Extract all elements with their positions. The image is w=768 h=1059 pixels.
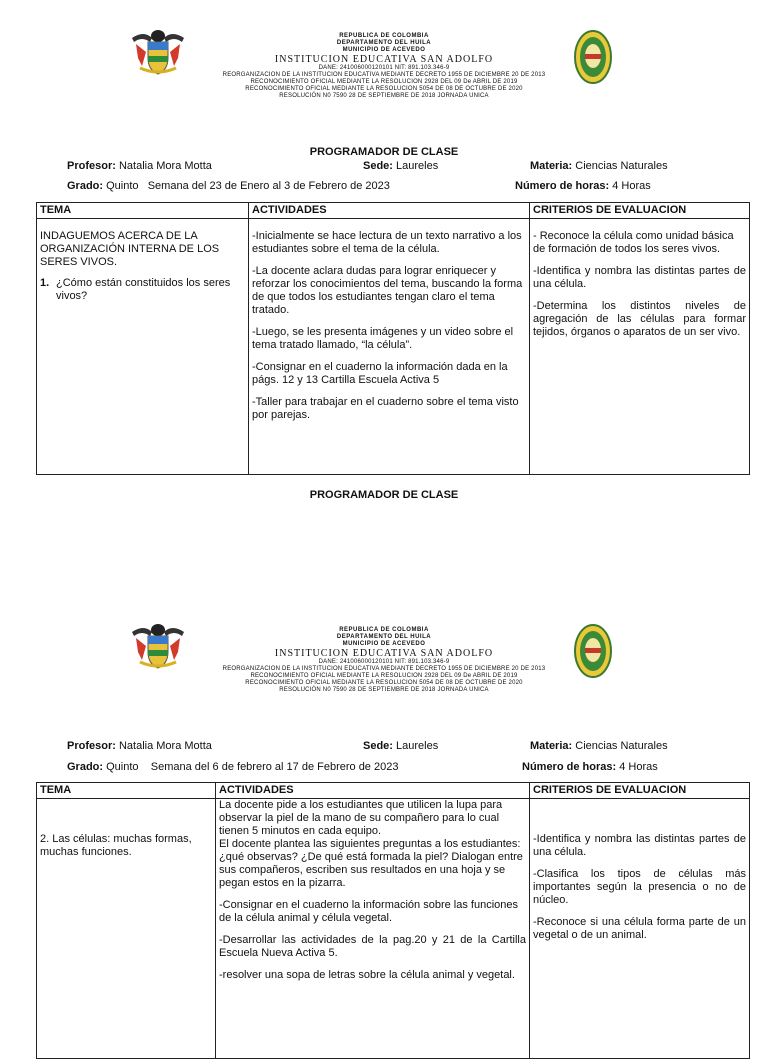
actividad-intro: La docente pide a los estudiantes que utilicen la lupa para observar la piel de la mano de su compañero para lo cual tienen 5 minutos en cada equipo. [219, 799, 503, 837]
tema-question-number: 1. [40, 277, 50, 289]
actividad-item: -Taller para trabajar en el cuaderno sobre el tema visto por parejas. [252, 396, 519, 421]
actividad-item: -Luego, se les presenta imágenes y un video sobre el tema tratado llamado, “la célula”. [252, 326, 514, 351]
section1-table [36, 202, 750, 475]
section2-materia [530, 740, 668, 752]
sede-value: Laureles [396, 160, 439, 172]
letterhead-department: DEPARTAMENTO DEL HUILA [336, 634, 432, 640]
sede-value: Laureles [396, 740, 439, 752]
col-criterios: CRITERIOS DE EVALUACION [530, 783, 750, 799]
tema-text: 2. Las células: muchas formas, muchas funciones. [40, 833, 192, 858]
semana-value: Semana del 23 de Enero al 3 de Febrero de 2023 [147, 180, 390, 192]
tema-question-text: ¿Cómo están constituidos los seres vivos? [56, 277, 231, 302]
actividades-cell [216, 799, 530, 1059]
materia-label: Materia: [530, 740, 573, 752]
section2-title: PROGRAMADOR DE CLASE [309, 489, 459, 501]
col-actividades: ACTIVIDADES [216, 783, 530, 799]
section1-profesor [67, 160, 212, 172]
letterhead-institution: INSTITUCION EDUCATIVA SAN ADOLFO [274, 54, 494, 65]
letterhead-country: REPUBLICA DE COLOMBIA [339, 627, 429, 633]
horas-label: Número de horas: [522, 761, 617, 773]
section1-sede [363, 160, 438, 172]
col-actividades: ACTIVIDADES [249, 203, 530, 219]
actividades-cell [249, 219, 530, 475]
sede-label: Sede: [363, 160, 393, 172]
profesor-label: Profesor: [67, 160, 116, 172]
horas-value: 4 Horas [619, 761, 658, 773]
col-tema: TEMA [37, 203, 249, 219]
letterhead [0, 33, 768, 100]
criterios-cell [530, 799, 750, 1059]
actividad-item: -Consignar en el cuaderno la información dada en la págs. 12 y 13 Cartilla Escuela Activa 5 [252, 361, 508, 386]
section2-horas [522, 761, 658, 773]
actividad-item: -Consignar en el cuaderno la información sobre las funciones de la célula animal y célula vegetal. [219, 899, 519, 924]
horas-label: Número de horas: [515, 180, 610, 192]
letterhead [0, 627, 768, 694]
section1-grado [67, 180, 390, 192]
letterhead-recognition-2: RECONOCIMIENTO OFICIAL MEDIANTE LA RESOLUCION 5054 DE 08 DE OCTUBRE DE 2020 [245, 86, 523, 92]
tema-cell [37, 219, 249, 475]
letterhead-reorganization: REORGANIZACION DE LA INSTITUCION EDUCATIVA MEDIANTE DECRETO 1955 DE DICIEMBRE 20 DE 2013 [222, 666, 546, 672]
criterio-item: -Identifica y nombra las distintas partes de una célula. [533, 265, 746, 290]
letterhead-department: DEPARTAMENTO DEL HUILA [336, 40, 432, 46]
materia-value: Ciencias Naturales [575, 740, 668, 752]
grado-value: Quinto [106, 180, 139, 192]
grado-value: Quinto [106, 761, 139, 773]
letterhead-institution: INSTITUCION EDUCATIVA SAN ADOLFO [274, 648, 494, 659]
col-criterios: CRITERIOS DE EVALUACION [530, 203, 750, 219]
tema-text: INDAGUEMOS ACERCA DE LA ORGANIZACIÓN INTERNA DE LOS SERES VIVOS. [40, 230, 220, 268]
letterhead-country: REPUBLICA DE COLOMBIA [339, 33, 429, 39]
letterhead-recognition-1: RECONOCIMIENTO OFICIAL MEDIANTE LA RESOLUCION 2928 DEL 09 De ABRIL DE 2019 [250, 79, 518, 85]
criterio-item: -Identifica y nombra las distintas partes de una célula. [533, 833, 746, 858]
letterhead-dane: DANE: 241006000120101 NIT: 891.103.346-9 [318, 65, 450, 71]
materia-value: Ciencias Naturales [575, 160, 668, 172]
profesor-value: Natalia Mora Motta [118, 160, 212, 172]
tema-cell [37, 799, 216, 1059]
letterhead-municipality: MUNICIPIO DE ACEVEDO [342, 641, 426, 647]
col-tema: TEMA [37, 783, 216, 799]
profesor-value: Natalia Mora Motta [118, 740, 212, 752]
criterio-item: -Determina los distintos niveles de agregación de las células para formar tejidos, órganos o aparatos de un ser vivo. [533, 300, 746, 338]
grado-label: Grado: [67, 761, 104, 773]
criterio-item: -Reconoce si una célula forma parte de un vegetal o de un animal. [533, 916, 746, 941]
tema-question [40, 277, 245, 303]
materia-label: Materia: [530, 160, 573, 172]
section1-horas [515, 180, 651, 192]
letterhead-dane: DANE: 241006000120101 NIT: 891.103.346-9 [318, 659, 450, 665]
letterhead-resolution: RESOLUCIÓN N0 7590 28 DE SEPTIEMBRE DE 2018 JORNADA UNICA [279, 93, 489, 99]
section1-title: PROGRAMADOR DE CLASE [309, 146, 459, 158]
actividad-item: -Inicialmente se hace lectura de un texto narrativo a los estudiantes sobre el tema de la célula. [252, 230, 522, 255]
actividad-item: -La docente aclara dudas para lograr enriquecer y reforzar los conocimientos del tema, buscando la forma de que todos los estudiantes tengan claro el tema tratado. [252, 265, 523, 316]
letterhead-recognition-2: RECONOCIMIENTO OFICIAL MEDIANTE LA RESOLUCION 5054 DE 08 DE OCTUBRE DE 2020 [245, 680, 523, 686]
criterios-cell [530, 219, 750, 475]
grado-label: Grado: [67, 180, 104, 192]
letterhead-reorganization: REORGANIZACION DE LA INSTITUCION EDUCATIVA MEDIANTE DECRETO 1955 DE DICIEMBRE 20 DE 2013 [222, 72, 546, 78]
actividad-item: -Desarrollar las actividades de la pag.20 y 21 de la Cartilla Escuela Nueva Activa 5. [219, 934, 526, 959]
letterhead-municipality: MUNICIPIO DE ACEVEDO [342, 47, 426, 53]
section2-table [36, 782, 750, 1059]
section2-sede [363, 740, 438, 752]
section1-materia [530, 160, 668, 172]
actividad-intro-2: El docente plantea las siguientes preguntas a los estudiantes: ¿qué observas? ¿De qué está formada la piel? Dialogan entre sus compañeros, escriben sus resultados en una hoja y se pegan estos en la pizarra. [219, 838, 523, 889]
actividad-item: -resolver una sopa de letras sobre la célula animal y vegetal. [219, 969, 515, 981]
sede-label: Sede: [363, 740, 393, 752]
section2-profesor [67, 740, 212, 752]
criterio-item: -Clasifica los tipos de células más importantes según la presencia o no de núcleo. [533, 868, 746, 906]
letterhead-resolution: RESOLUCIÓN N0 7590 28 DE SEPTIEMBRE DE 2018 JORNADA UNICA [279, 687, 489, 693]
letterhead-recognition-1: RECONOCIMIENTO OFICIAL MEDIANTE LA RESOLUCION 2928 DEL 09 De ABRIL DE 2019 [250, 673, 518, 679]
horas-value: 4 Horas [612, 180, 651, 192]
profesor-label: Profesor: [67, 740, 116, 752]
section2-grado [67, 761, 398, 773]
semana-value: Semana del 6 de febrero al 17 de Febrero de 2023 [150, 761, 399, 773]
criterio-item: - Reconoce la célula como unidad básica de formación de todos los seres vivos. [533, 230, 734, 255]
